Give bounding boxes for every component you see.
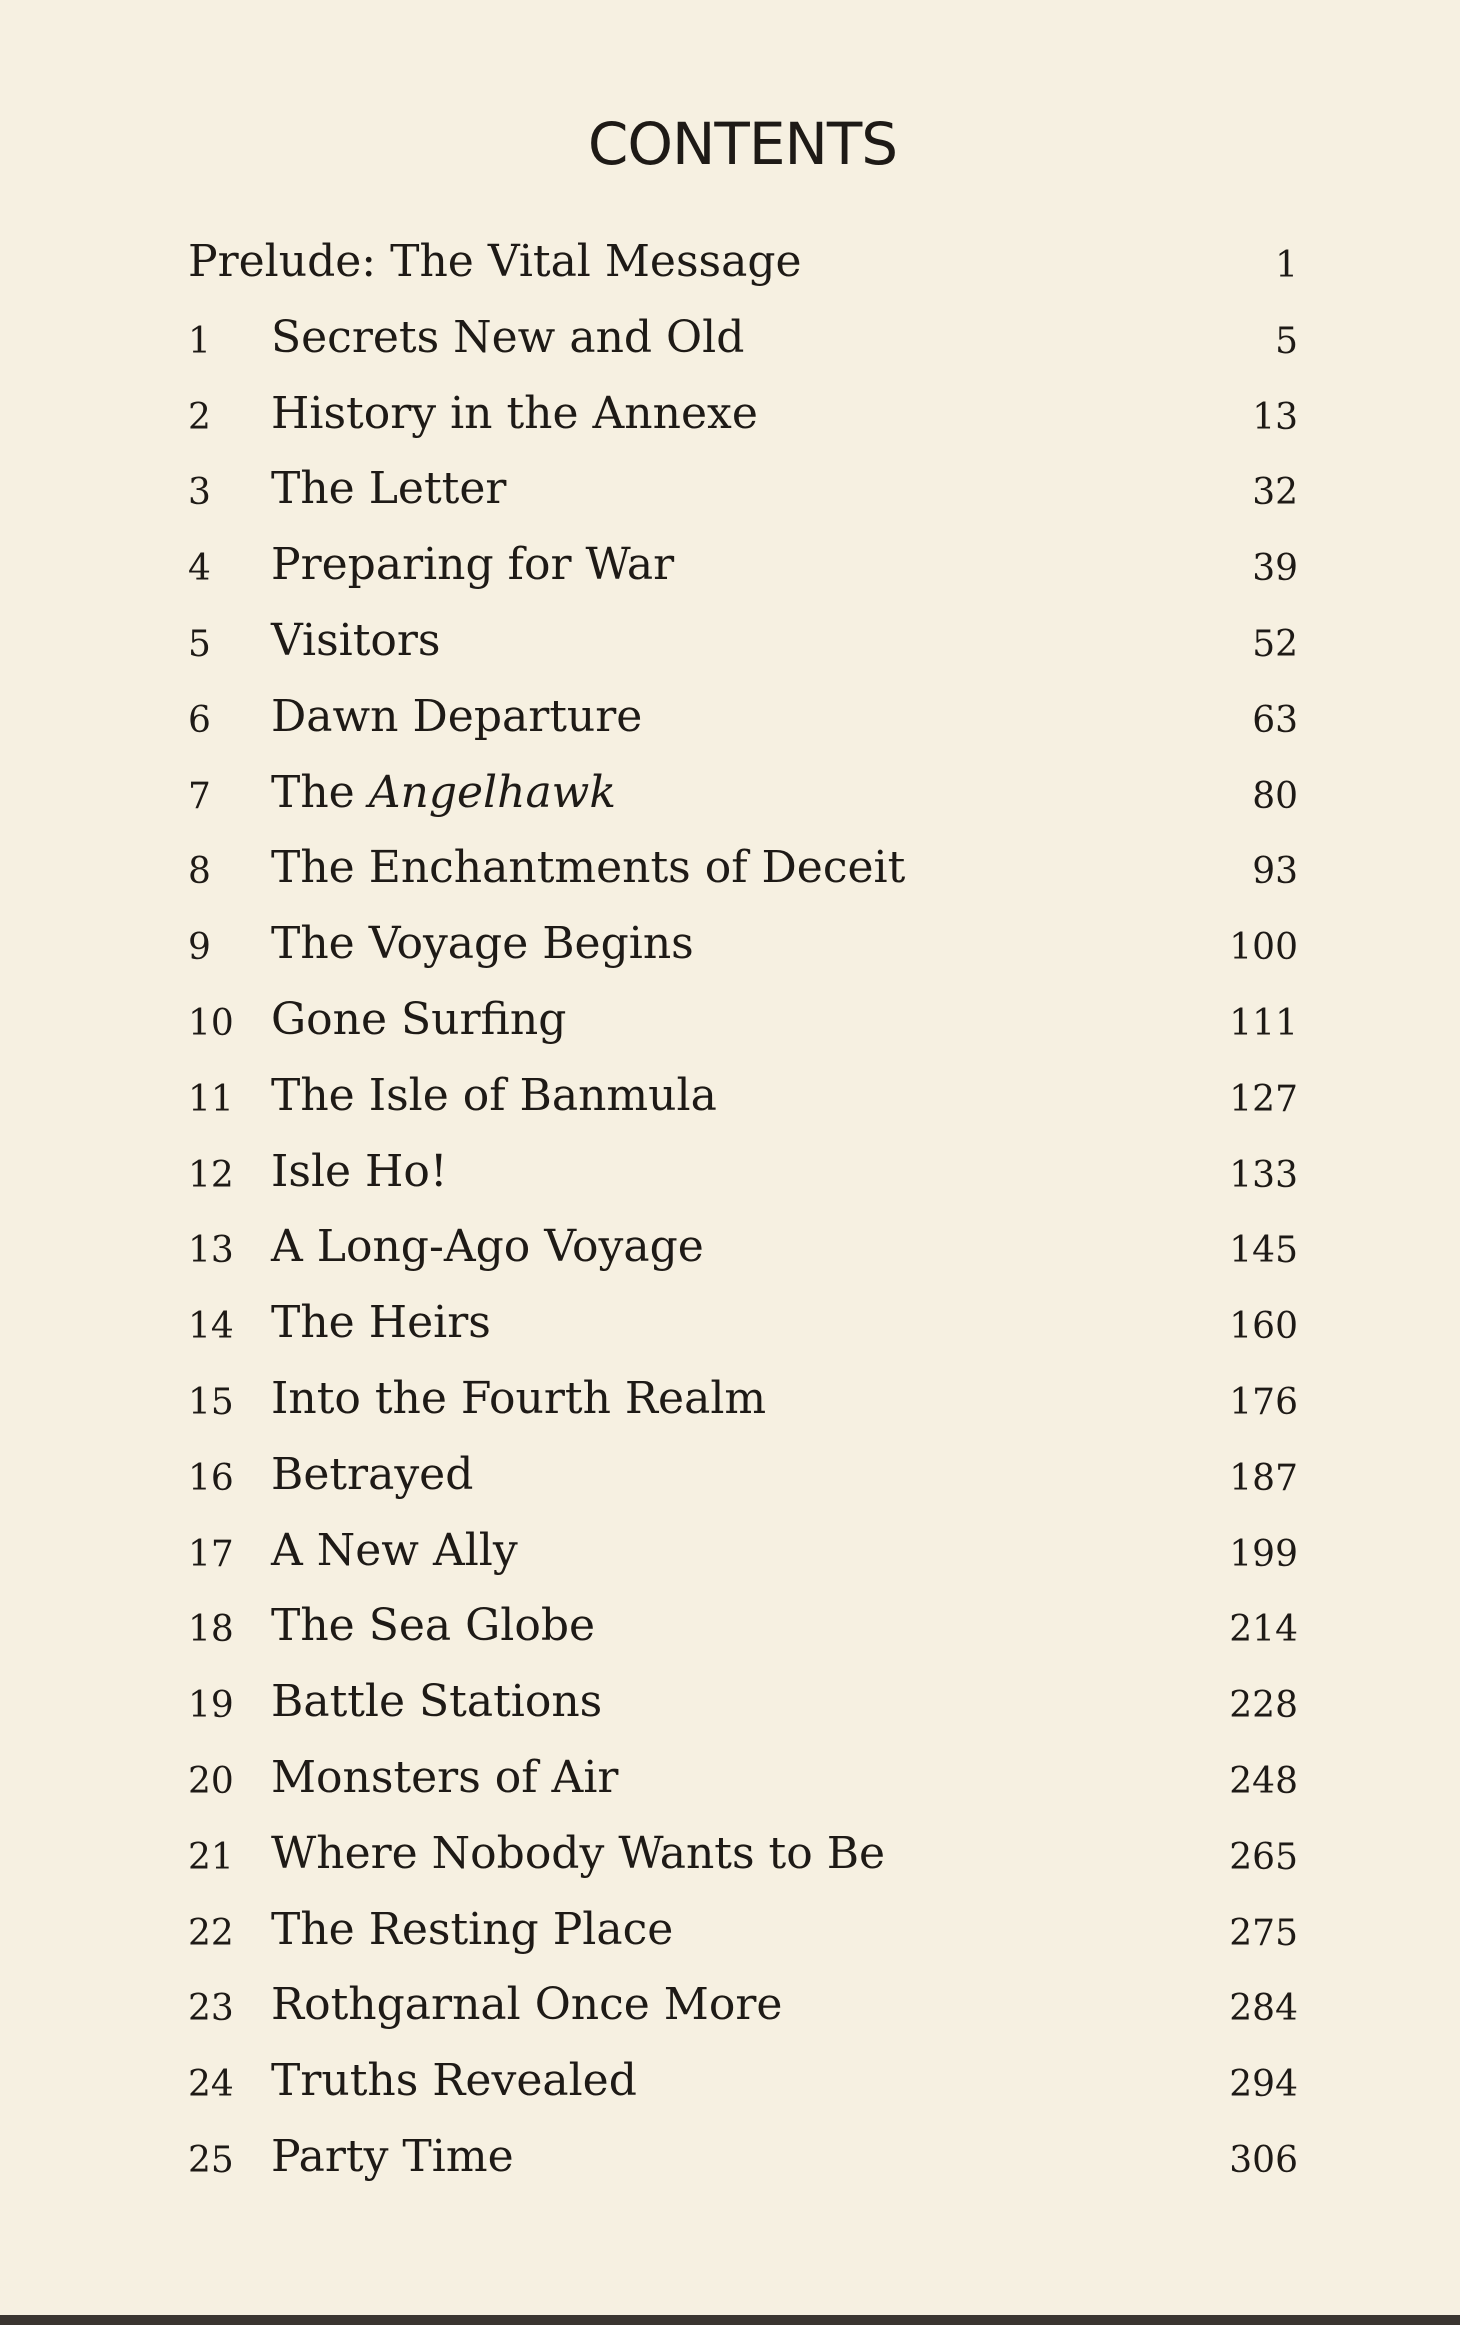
toc-entry-number: 6 xyxy=(188,699,211,741)
toc-entry-page: 306 xyxy=(1229,2139,1298,2181)
toc-entry-page: 187 xyxy=(1229,1457,1298,1499)
toc-entry-number: 24 xyxy=(188,2064,234,2106)
page-title: CONTENTS xyxy=(587,110,898,178)
toc-entry-title: Into the Fourth Realm xyxy=(271,1372,767,1424)
toc-entry-page: 176 xyxy=(1229,1381,1298,1423)
toc-entry-title: Preparing for War xyxy=(271,539,675,591)
page-bottom-edge xyxy=(0,2315,1460,2325)
toc-entry-title: The Enchantments of Deceit xyxy=(271,842,906,894)
toc-entry[interactable] xyxy=(188,1142,1298,1218)
toc-entry-number: 1 xyxy=(188,320,211,362)
toc-entry-page: 265 xyxy=(1229,1836,1298,1878)
toc-entry-title: The Heirs xyxy=(271,1297,491,1349)
toc-entry-title: Isle Ho! xyxy=(271,1145,448,1197)
toc-entry-page: 111 xyxy=(1229,1002,1298,1044)
toc-entry-title: Battle Stations xyxy=(271,1676,603,1728)
toc-entry-page: 160 xyxy=(1229,1306,1298,1348)
toc-entry-title: Secrets New and Old xyxy=(271,311,745,363)
toc-entry-number: 13 xyxy=(188,1230,234,1272)
toc-entry-number: 22 xyxy=(188,1912,234,1954)
toc-entry-page: 228 xyxy=(1229,1685,1298,1727)
toc-entry[interactable] xyxy=(188,1672,1298,1748)
toc-entry-title: The Resting Place xyxy=(271,1903,674,1955)
toc-entry[interactable] xyxy=(188,1369,1298,1445)
toc-entry-title: Betrayed xyxy=(271,1448,474,1500)
toc-entry-number: 15 xyxy=(188,1381,234,1423)
toc-entry[interactable] xyxy=(188,838,1298,914)
toc-entry-page: 284 xyxy=(1229,1988,1298,2030)
toc-entry-number: 10 xyxy=(188,1002,234,1044)
toc-entry-number: 9 xyxy=(188,927,211,969)
toc-entry-title: The Isle of Banmula xyxy=(271,1069,717,1121)
toc-entry-title-italic: Angelhawk xyxy=(368,766,617,818)
toc-entry-number: 23 xyxy=(188,1988,234,2030)
toc-entry-number: 19 xyxy=(188,1685,234,1727)
toc-entry-title: Monsters of Air xyxy=(271,1751,619,1803)
toc-entry-title: Visitors xyxy=(271,614,441,666)
toc-entry-title: A New Ally xyxy=(271,1524,518,1576)
toc-entry-title: Gone Surfing xyxy=(271,993,567,1045)
toc-entry-page: 1 xyxy=(1275,245,1298,286)
toc-entry-title: History in the Annexe xyxy=(271,387,758,439)
toc-entry-page: 248 xyxy=(1229,1760,1298,1802)
toc-entry[interactable] xyxy=(188,1900,1298,1976)
toc-entry[interactable] xyxy=(188,1748,1298,1824)
toc-entry-number: 2 xyxy=(188,396,211,438)
toc-entry-number: 8 xyxy=(188,851,211,893)
toc-entry-title: Party Time xyxy=(271,2130,514,2182)
toc-entry-number: 25 xyxy=(188,2139,234,2181)
toc-entry[interactable] xyxy=(188,2051,1298,2127)
toc-entry-page: 39 xyxy=(1252,548,1298,590)
toc-entry-number: 7 xyxy=(188,775,211,817)
toc-entry-page: 52 xyxy=(1252,623,1298,665)
toc-entry-title: Truths Revealed xyxy=(271,2055,637,2107)
toc-entry-number: 21 xyxy=(188,1836,234,1878)
toc-entry[interactable] xyxy=(188,308,1298,384)
toc-entry-title: A Long-Ago Voyage xyxy=(271,1221,704,1273)
toc-entry[interactable] xyxy=(188,611,1298,687)
toc-entry[interactable] xyxy=(188,914,1298,990)
toc-entry[interactable] xyxy=(188,1596,1298,1672)
toc-entry-prelude[interactable] xyxy=(188,232,1298,308)
toc-entry-page: 127 xyxy=(1229,1078,1298,1120)
toc-entry-title-prefix: The xyxy=(271,766,369,818)
toc-entry[interactable] xyxy=(188,990,1298,1066)
toc-entry-title: Where Nobody Wants to Be xyxy=(271,1827,886,1879)
toc-entry-page: 275 xyxy=(1229,1912,1298,1954)
toc-entry-page: 5 xyxy=(1275,320,1298,362)
toc-entry[interactable] xyxy=(188,2127,1298,2203)
toc-entry[interactable] xyxy=(188,1445,1298,1521)
toc-entry-title: Dawn Departure xyxy=(271,690,643,742)
toc-entry-number: 16 xyxy=(188,1457,234,1499)
toc-entry-page: 145 xyxy=(1229,1230,1298,1272)
toc-entry[interactable] xyxy=(188,535,1298,611)
toc-entry-page: 133 xyxy=(1229,1154,1298,1196)
toc-entry-title: The Voyage Begins xyxy=(271,918,694,970)
toc-entry-page: 93 xyxy=(1252,851,1298,893)
toc-entry-title xyxy=(271,763,616,823)
toc-entry[interactable] xyxy=(188,1824,1298,1900)
toc-entry-number: 5 xyxy=(188,623,211,665)
toc-entry[interactable] xyxy=(188,1293,1298,1369)
toc-entry-title: The Letter xyxy=(271,463,507,515)
table-of-contents xyxy=(188,232,1298,2203)
toc-entry-title: Rothgarnal Once More xyxy=(271,1979,783,2031)
toc-entry-title: The Sea Globe xyxy=(271,1600,596,1652)
toc-entry-page: 294 xyxy=(1229,2064,1298,2106)
toc-entry-page: 214 xyxy=(1229,1609,1298,1651)
toc-entry-number: 18 xyxy=(188,1609,234,1651)
toc-entry[interactable] xyxy=(188,763,1298,839)
toc-entry-number: 11 xyxy=(188,1078,234,1120)
toc-entry-number: 3 xyxy=(188,472,211,514)
toc-entry-page: 63 xyxy=(1252,699,1298,741)
toc-entry-number: 12 xyxy=(188,1154,234,1196)
toc-entry[interactable] xyxy=(188,1217,1298,1293)
toc-entry-number: 20 xyxy=(188,1760,234,1802)
toc-entry-page: 32 xyxy=(1252,472,1298,514)
toc-entry[interactable] xyxy=(188,687,1298,763)
toc-entry[interactable] xyxy=(188,384,1298,460)
toc-entry-number: 14 xyxy=(188,1306,234,1348)
toc-entry[interactable] xyxy=(188,1066,1298,1142)
toc-entry-title: Prelude: The Vital Message xyxy=(188,236,802,287)
toc-entry[interactable] xyxy=(188,1521,1298,1597)
toc-entry-page: 13 xyxy=(1252,396,1298,438)
toc-entry-page: 80 xyxy=(1252,775,1298,817)
toc-entry-number: 4 xyxy=(188,548,211,590)
toc-entry[interactable] xyxy=(188,459,1298,535)
toc-entry-page: 199 xyxy=(1229,1533,1298,1575)
toc-entry-number: 17 xyxy=(188,1533,234,1575)
toc-entry[interactable] xyxy=(188,1975,1298,2051)
toc-entry-page: 100 xyxy=(1229,927,1298,969)
